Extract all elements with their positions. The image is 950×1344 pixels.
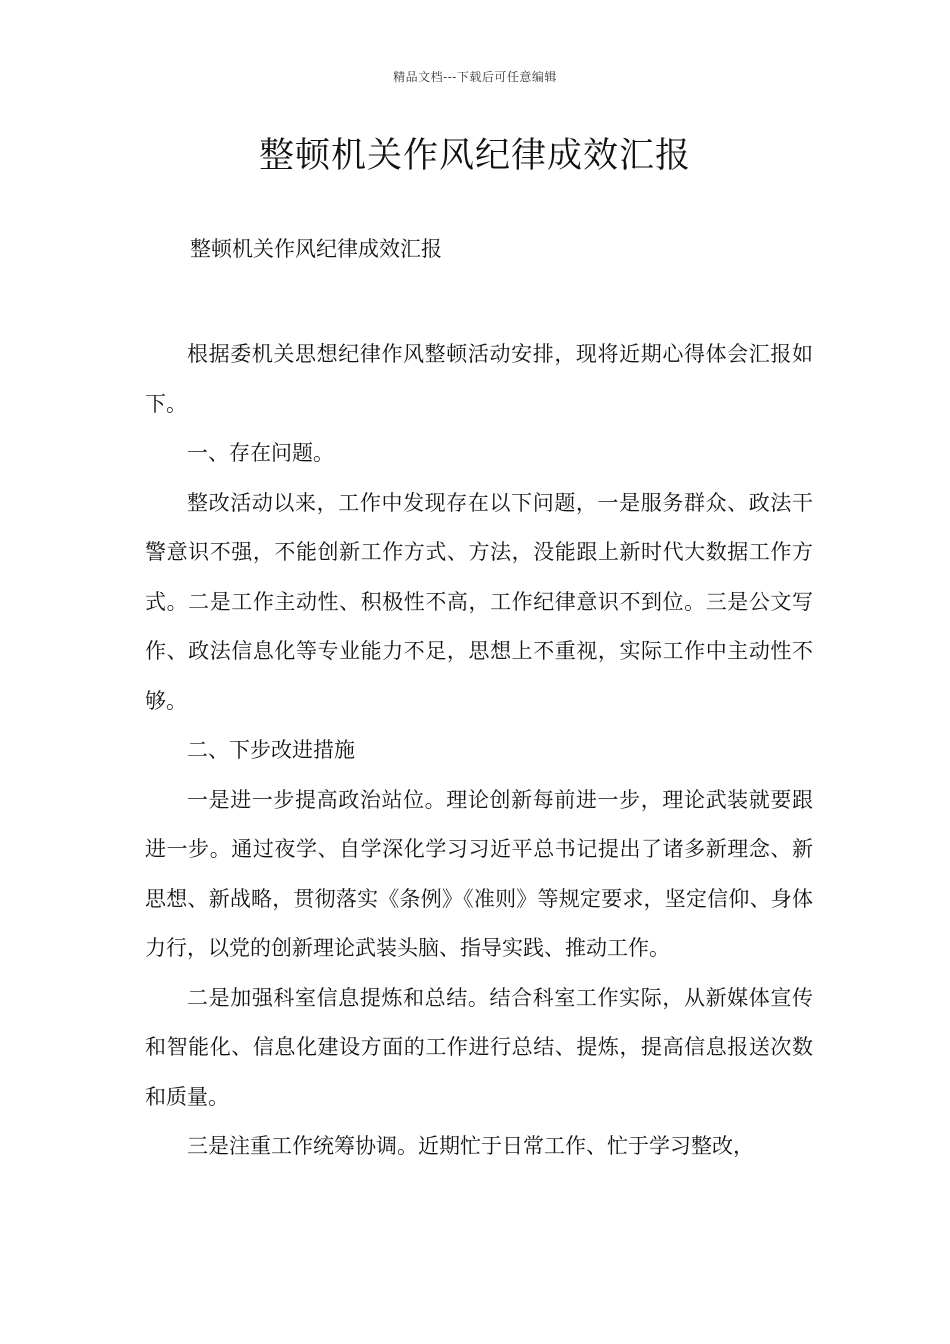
section-heading-problems: 一、存在问题。 [187,441,334,465]
paragraph-problems: 整改活动以来，工作中发现存在以下问题，一是服务群众、政法干警意识不强，不能创新工作方式、方法，没能跟上新时代大数据工作方式。二是工作主动性、积极性不高，工作纪律意识不到位。三是公文写作、政法信息化等专业能力不足，思想上不重视，实际工作中主动性不够。 [145,490,813,713]
paragraph-intro: 根据委机关思想纪律作风整顿活动安排，现将近期心得体会汇报如下。 [145,342,813,416]
paragraph-measure-2: 二是加强科室信息提炼和总结。结合科室工作实际，从新媒体宣传和智能化、信息化建设方面的工作进行总结、提炼，提高信息报送次数和质量。 [145,985,813,1109]
document-title: 整顿机关作风纪律成效汇报 [258,136,691,176]
page-header-note: 精品文档---下载后可任意编辑 [393,70,557,84]
paragraph-measure-3: 三是注重工作统筹协调。近期忙于日常工作、忙于学习整改， [187,1134,754,1158]
document-body [145,330,813,1172]
paragraph-measure-1: 一是进一步提高政治站位。理论创新每前进一步，理论武装就要跟进一步。通过夜学、自学深化学习习近平总书记提出了诸多新理念、新思想、新战略，贯彻落实《条例》《准则》等规定要求，坚定信仰、身体力行，以党的创新理论武装头脑、指导实践、推动工作。 [145,787,813,960]
section-heading-measures: 二、下步改进措施 [187,738,355,762]
document-subtitle: 整顿机关作风纪律成效汇报 [190,237,442,261]
